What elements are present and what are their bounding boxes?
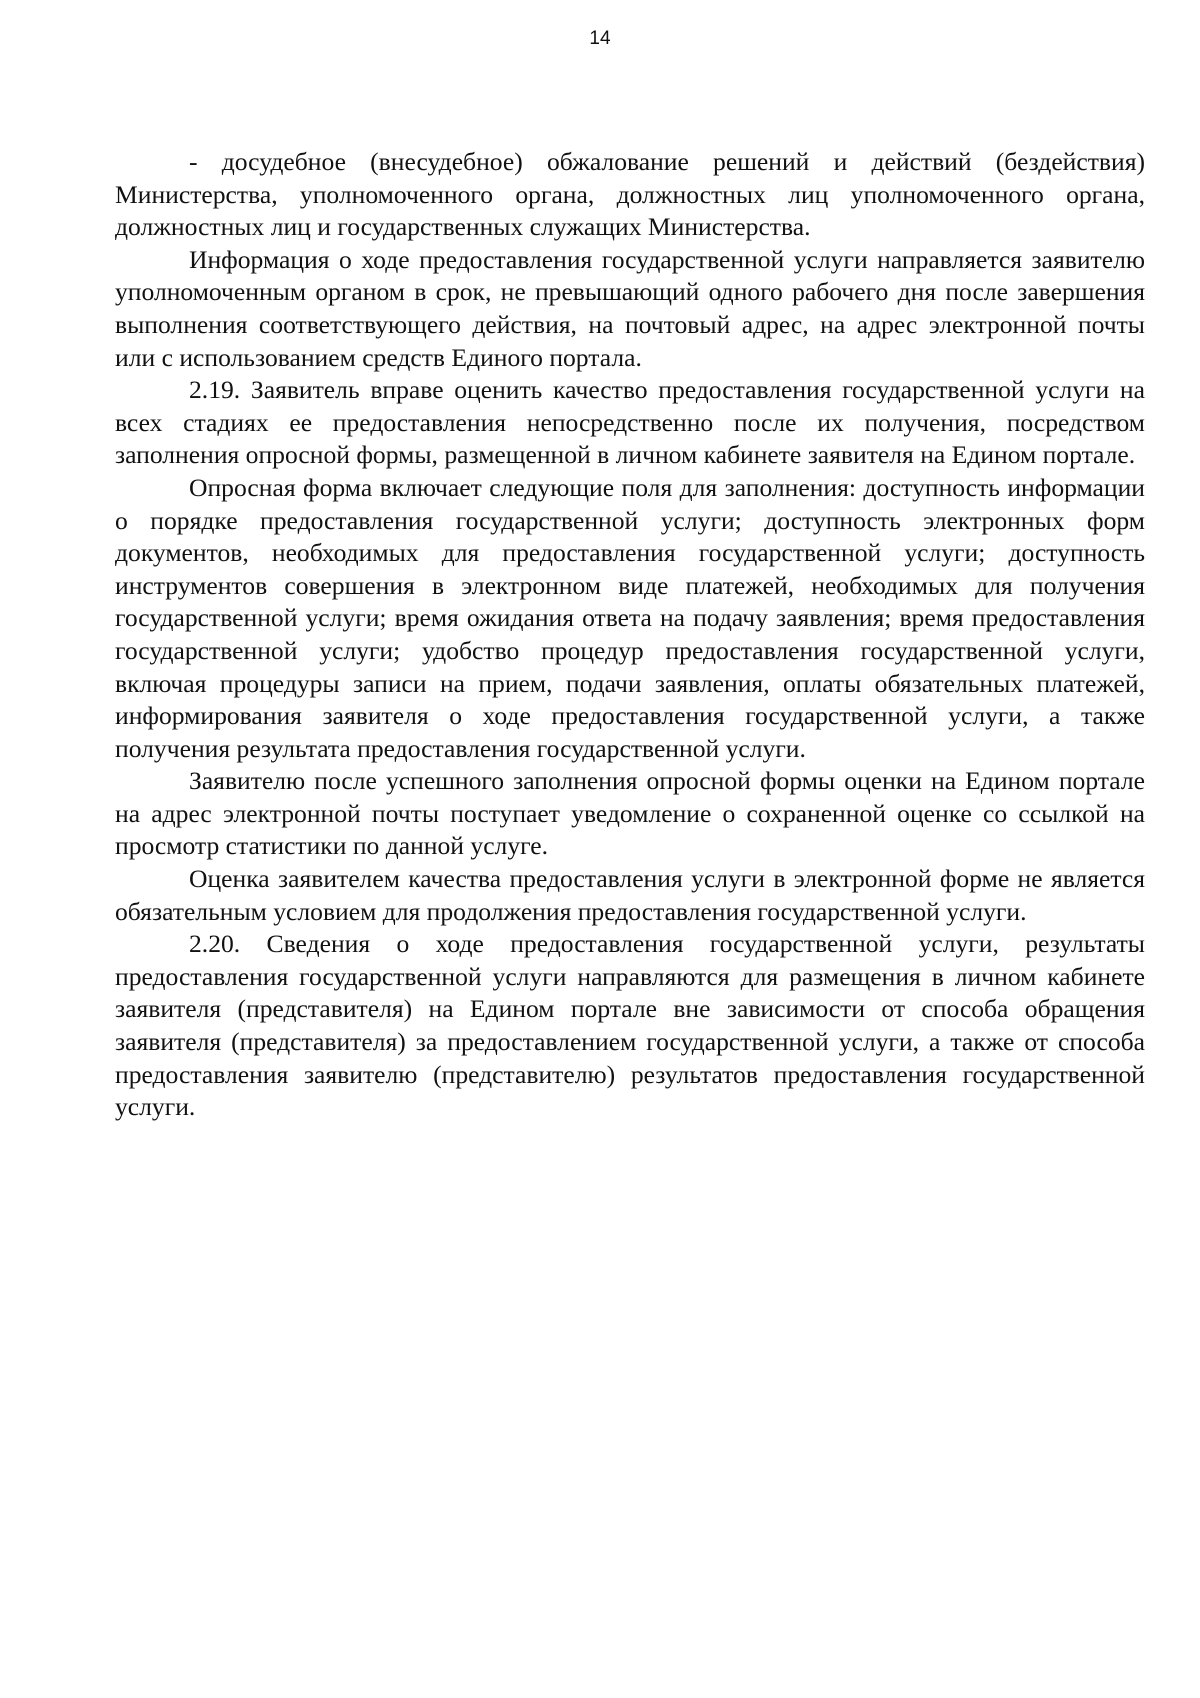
page-number: 14 — [589, 28, 611, 49]
paragraph-2-20-progress-results: 2.20. Сведения о ходе предоставления государственной услуги, результаты предоставления государственной услуги направляются для размещения в личном кабинете заявителя (представителя) на Едином портале вне зависимости от способа обращения заявителя (представителя) за предоставлением государственной услуги, а также от способа предоставления заявителю (представителю) результатов предоставления государственной услуги. — [115, 929, 1145, 1122]
paragraph-progress-information: Информация о ходе предоставления государственной услуги направляется заявителю уполномоченным органом в срок, не превышающий одного рабочего дня после завершения выполнения соответствующего действия, на почтовый адрес, на адрес электронной почты или с использованием средств Единого портала. — [115, 244, 1145, 372]
paragraph-survey-form-fields: Опросная форма включает следующие поля для заполнения: доступность информации о порядке предоставления государственной услуги; доступность электронных форм документов, необходимых для предоставления государственной услуги; доступность инструментов совершения в электронном виде платежей, необходимых для получения государственной услуги; время ожидания ответа на подачу заявления; время предоставления государственной услуги; удобство процедур предоставления государственной услуги, включая процедуры записи на прием, подачи заявления, оплаты обязательных платежей, информирования заявителя о ходе предоставления государственной услуги, а также получения результата предоставления государственной услуги. — [115, 472, 1145, 763]
paragraph-assessment-not-mandatory: Оценка заявителем качества предоставления услуги в электронной форме не является обязательным условием для продолжения предоставления государственной услуги. — [115, 864, 1145, 926]
document-body — [115, 146, 1145, 1124]
paragraph-2-19-quality-assessment: 2.19. Заявитель вправе оценить качество предоставления государственной услуги на всех стадиях ее предоставления непосредственно после их получения, посредством заполнения опросной формы, размещенной в личном кабинете заявителя на Едином портале. — [115, 375, 1145, 470]
paragraph-pre-trial-appeal: - досудебное (внесудебное) обжалование решений и действий (бездействия) Министерства, уполномоченного органа, должностных лиц уполномоченного органа, должностных лиц и государственных служащих Министерства. — [115, 147, 1145, 242]
paragraph-notification-after-survey: Заявителю после успешного заполнения опросной формы оценки на Едином портале на адрес электронной почты поступает уведомление о сохраненной оценке со ссылкой на просмотр статистики по данной услуге. — [115, 766, 1145, 861]
